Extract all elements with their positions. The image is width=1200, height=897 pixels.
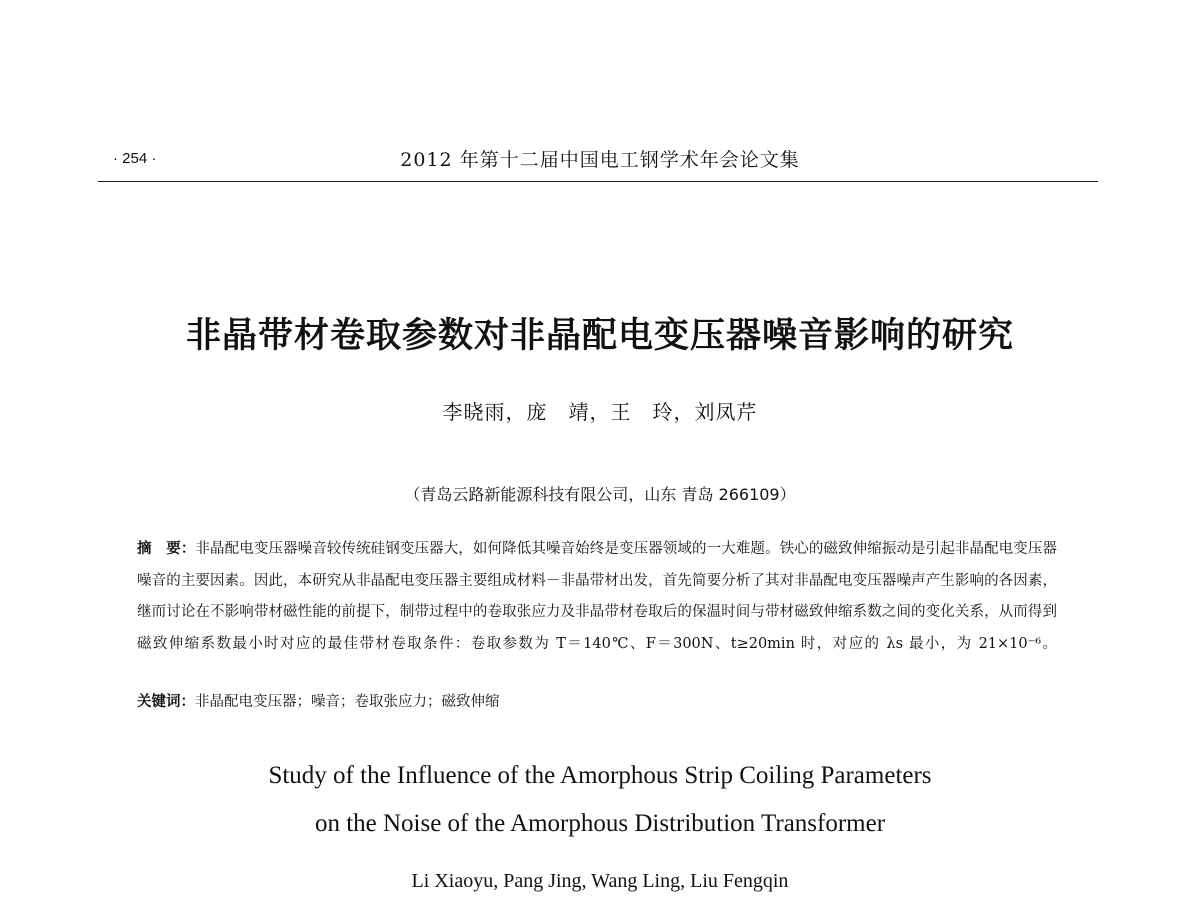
keywords	[137, 690, 500, 711]
english-authors: Li Xiaoyu, Pang Jing, Wang Ling, Liu Fengqin	[411, 870, 789, 892]
keywords-label: 关键词：	[137, 694, 195, 710]
english-title-line-2: on the Noise of the Amorphous Distribution Transformer	[314, 810, 886, 837]
authors: 李晓雨，庞 靖，王 玲，刘凤芹	[442, 400, 758, 424]
abstract-text: 非晶配电变压器噪音较传统硅钢变压器大，如何降低其噪音始终是变压器领域的一大难题。铁心的磁致伸缩振动是引起非晶配电变压器噪音的主要因素。因此，本研究从非晶配电变压器主要组成材料－非晶带材出发，首先简要分析了其对非晶配电变压器噪声产生影响的各因素，继而讨论在不影响带材磁性能的前提下，制带过程中的卷取张应力及非晶带材卷取后的保温时间与带材磁致伸缩系数之间的变化关系，从而得到磁致伸缩系数最小时对应的最佳带材卷取条件：卷取参数为 T＝140℃、F＝300N、t≥20min 时，对应的 λs 最小，为 21×10⁻⁶。	[137, 541, 1057, 652]
abstract-label: 摘 要：	[137, 541, 196, 557]
paper-title: 非晶带材卷取参数对非晶配电变压器噪音影响的研究	[185, 316, 1014, 356]
keywords-text: 非晶配电变压器；噪音；卷取张应力；磁致伸缩	[195, 694, 500, 710]
page-number: · 254 ·	[113, 150, 157, 167]
abstract	[137, 534, 1057, 660]
affiliation: （青岛云路新能源科技有限公司，山东 青岛 266109）	[404, 485, 796, 504]
header-rule	[98, 181, 1098, 182]
running-header: 2012 年第十二届中国电工钢学术年会论文集	[400, 149, 800, 171]
english-title-line-1: Study of the Influence of the Amorphous Strip Coiling Parameters	[268, 762, 932, 789]
